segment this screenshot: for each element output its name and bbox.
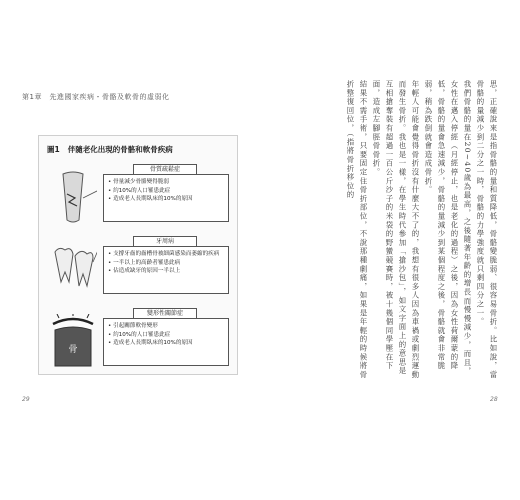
info-box-periodontal (103, 246, 229, 294)
joint-illustration (49, 314, 97, 368)
list-item: • 造成老人長期臥床的10%的原因 (108, 339, 224, 348)
list-item: • 佔造成缺牙的原因一半以上 (108, 267, 224, 276)
section-osteoarthritis (47, 308, 231, 370)
page-number-right: 28 (490, 396, 498, 403)
list-item: • 約10%的人口罹患此症 (108, 187, 224, 196)
list-item: • 支撐牙齒的齒槽骨被細菌感染而萎縮的疾病 (108, 250, 224, 259)
right-page (270, 80, 500, 420)
bone-label: 骨 (68, 345, 78, 355)
figure-caption: 伴隨老化出現的骨骼和軟骨疾病 (67, 145, 173, 154)
tag-osteoporosis: 骨質疏鬆症 (133, 164, 197, 175)
section-osteoporosis (47, 164, 231, 226)
vertical-body-text (270, 80, 500, 380)
paragraph: 年輕人可能會覺得骨折沒有什麼大不了的，我想有很多人因為車禍或劇烈運動而發生骨折。我也是一樣，在學生時代參加「搶沙包」，如文字面上的意思是互相搶奪裝有超過一百公斤沙子的米袋的野蠻競賽時，被十幾個同學壓在下面，造成左腳脛骨骨折。 (372, 80, 420, 380)
list-item: • 一半以上的高齡者罹患此病 (108, 259, 224, 268)
list-item: • 約10%的人口罹患此症 (108, 331, 224, 340)
list-item: • 骨量減少骨骼變得脆弱 (108, 178, 224, 187)
teeth-illustration (49, 242, 97, 296)
left-page (22, 80, 252, 420)
chapter-heading: 第1章 先進國家疾病・骨骼及軟骨的虛弱化 (22, 93, 170, 101)
paragraph: 結果不需手術，只要固定住骨折部位，不說那種劇痛，如果是年輕的時候將骨折整復回位，（指將骨折移位的 (346, 80, 368, 380)
page-number-left: 29 (22, 396, 30, 403)
info-box-osteoarthritis (103, 318, 229, 366)
figure-1 (38, 135, 238, 375)
tag-periodontal: 牙周病 (133, 236, 197, 247)
figure-number: 圖1 (47, 145, 60, 154)
list-item: • 造成老人長期臥床的10%的原因 (108, 195, 224, 204)
fractured-bone-illustration (49, 170, 97, 224)
paragraph: 思，正確說來是指骨骼的量和質降低，骨骼變脆弱、很容易骨折。比如說，當骨骼的量減少到二分之一時，骨骼的力學強度就只剩四分之一。 (476, 80, 498, 380)
info-box-osteoporosis (103, 174, 229, 222)
figure-title (47, 144, 173, 155)
tag-osteoarthritis: 變形性關節症 (133, 308, 197, 319)
section-periodontal (47, 236, 231, 298)
paragraph: 我們骨骼的量在20~40歲為最高，之後隨著年齡的增長而慢慢減少，而且，女性在邁入停經（月經停止，也是老化的過程）之後，因為女性荷爾蒙的降低，骨骼的量會急速減少，骨骼的量減少到某個程度之後，骨骼就會非常脆弱，稍為跌倒就會造成骨折。 (424, 80, 472, 377)
list-item: • 引起關節軟骨變形 (108, 322, 224, 331)
